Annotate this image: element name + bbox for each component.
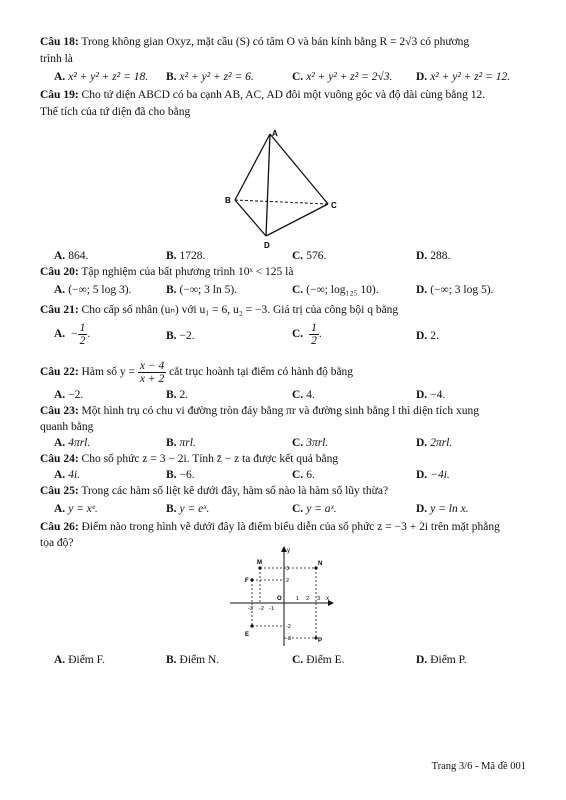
question-21-text: Cho cấp số nhân (uₙ) với u₁ = 6, u₂ = −3. Giá trị của công bội q bằng: [81, 304, 399, 316]
q21-option-c[interactable]: C. $\frac{1}{2}$ .: [292, 322, 322, 348]
vertex-a-label: A: [272, 129, 278, 138]
point-f-label: F: [245, 578, 249, 584]
q19-option-d[interactable]: D. 288.: [416, 250, 451, 262]
tick-y-3: 3: [286, 566, 290, 572]
q24-option-d[interactable]: D. −4i.: [416, 469, 450, 481]
q24-option-c[interactable]: C. 6.: [292, 469, 315, 481]
question-19-text-continued: Thể tích của tứ diện đã cho bằng: [40, 106, 191, 118]
tick-y-2: 2: [286, 578, 290, 584]
vertex-b-label: B: [225, 196, 231, 205]
tick-x-3: 3: [317, 596, 321, 602]
q18-option-b[interactable]: B. x² + y² + z² = 6.: [166, 71, 254, 83]
tick-x-neg-3: -3: [248, 606, 253, 612]
tetrahedron-figure: [220, 128, 350, 250]
question-23-label: Câu 23:: [40, 405, 79, 417]
question-20: [40, 266, 293, 278]
q20-option-c[interactable]: C. (−∞; log₁₂₅ 10).: [292, 284, 379, 296]
question-18-text-continued: trình là: [40, 53, 73, 65]
question-19-label: Câu 19:: [40, 89, 79, 101]
origin-label: O: [277, 596, 282, 602]
q18-option-d[interactable]: D. x² + y² + z² = 12.: [416, 71, 511, 83]
question-26-text-continued: tọa độ?: [40, 537, 74, 549]
question-23: [40, 405, 479, 417]
q25-option-b[interactable]: B. y = eˣ.: [166, 503, 210, 515]
point-p-label: P: [318, 638, 323, 644]
question-23-text: Một hình trụ có chu vi đường tròn đáy bằng πr và đường sinh bằng l thì diện tích xung: [81, 405, 479, 417]
q26-option-c[interactable]: C. Điểm E.: [292, 654, 345, 666]
coordinate-plane-figure: [226, 544, 336, 648]
q26-option-b[interactable]: B. Điểm N.: [166, 654, 220, 666]
q23-option-a[interactable]: A. 4πrl.: [54, 437, 91, 449]
q22-option-d[interactable]: D. −4.: [416, 389, 446, 401]
q25-option-a[interactable]: A. y = xᵉ.: [54, 503, 98, 515]
q20-option-a[interactable]: A. (−∞; 5 log 3).: [54, 284, 132, 296]
vertex-d-label: D: [264, 241, 270, 250]
q21-option-d[interactable]: D. 2.: [416, 330, 439, 342]
q19-option-b[interactable]: B. 1728.: [166, 250, 206, 262]
question-23-text-continued: quanh bằng: [40, 421, 94, 433]
question-21: [40, 302, 398, 316]
q21-option-b[interactable]: B. −2.: [166, 330, 195, 342]
q24-option-a[interactable]: A. 4i.: [54, 469, 81, 481]
q19-option-a[interactable]: A. 864.: [54, 250, 89, 262]
tick-x-1: 1: [296, 596, 300, 602]
question-22-label: Câu 22:: [40, 366, 79, 379]
q22-option-b[interactable]: B. 2.: [166, 389, 189, 401]
question-24-text: Cho số phức z = 3 − 2i. Tính z̄ − z ta được kết quả bằng: [81, 453, 339, 465]
function-fraction: $\frac{x - 4}{x + 2}$: [139, 360, 165, 386]
q24-option-b[interactable]: B. −6.: [166, 469, 195, 481]
question-25-label: Câu 25:: [40, 485, 79, 497]
q26-option-d[interactable]: D. Điểm P.: [416, 654, 467, 666]
question-19: [40, 89, 485, 101]
fraction: $\frac{1}{2}$: [311, 322, 317, 348]
q26-option-a[interactable]: A. Điểm F.: [54, 654, 105, 666]
q20-option-d[interactable]: D. (−∞; 3 log 5).: [416, 284, 494, 296]
tick-y-neg-2: -2: [286, 624, 291, 630]
q18-option-a[interactable]: A. x² + y² + z² = 18.: [54, 71, 149, 83]
question-18-text: Trong không gian Oxyz, mặt cầu (S) có tâm O và bán kính bằng R = 2√3 có phương: [81, 36, 470, 48]
point-n-label: N: [318, 561, 323, 567]
q22-option-c[interactable]: C. 4.: [292, 389, 315, 401]
q22-option-a[interactable]: A. −2.: [54, 389, 84, 401]
question-25: [40, 485, 388, 497]
q19-option-c[interactable]: C. 576.: [292, 250, 327, 262]
question-18: [40, 36, 469, 48]
point-e-label: E: [245, 632, 250, 638]
q20-option-b[interactable]: B. (−∞; 3 ln 5).: [166, 284, 238, 296]
vertex-c-label: C: [331, 201, 337, 210]
q25-option-d[interactable]: D. y = ln x.: [416, 503, 469, 515]
question-24-label: Câu 24:: [40, 453, 79, 465]
point-m-label: M: [257, 560, 262, 566]
question-21-label: Câu 21:: [40, 304, 79, 316]
tick-x-neg-2: -2: [259, 606, 264, 612]
question-18-label: Câu 18:: [40, 36, 79, 48]
question-26-label: Câu 26:: [40, 521, 79, 533]
question-22: [40, 360, 353, 385]
y-axis-label: y: [287, 548, 290, 554]
question-22-text-before: Hàm số y =: [81, 366, 135, 379]
tick-x-neg-1: -1: [269, 606, 274, 612]
q23-option-d[interactable]: D. 2πrl.: [416, 437, 453, 449]
tick-y-neg-3: -3: [286, 636, 291, 642]
q18-option-c[interactable]: C. x² + y² + z² = 2√3.: [292, 71, 393, 83]
question-20-label: Câu 20:: [40, 266, 79, 278]
question-25-text: Trong các hàm số liệt kê dưới đây, hàm số nào là hàm số lũy thừa?: [81, 485, 389, 497]
fraction: $\frac{1}{2}$: [79, 322, 86, 348]
q23-option-b[interactable]: B. πrl.: [166, 437, 196, 449]
question-24: [40, 453, 338, 465]
tick-x-2: 2: [306, 596, 310, 602]
q25-option-c[interactable]: C. y = aˣ.: [292, 503, 337, 515]
q21-option-a[interactable]: A. − $\frac{1}{2}$ .: [54, 322, 91, 348]
question-22-text-after: cắt trục hoành tại điểm có hành độ bằng: [169, 366, 354, 379]
question-20-text: Tập nghiệm của bất phương trình 10ˣ < 125 là: [81, 266, 294, 278]
question-19-text: Cho tứ diện ABCD có ba cạnh AB, AC, AD đôi một vuông góc và độ dài cùng bằng 12.: [81, 89, 486, 101]
q23-option-c[interactable]: C. 3πrl.: [292, 437, 329, 449]
x-axis-label: x: [326, 596, 329, 602]
page-footer: Trang 3/6 - Mã đề 001: [431, 761, 526, 772]
question-26: [40, 521, 500, 533]
question-26-text: Điểm nào trong hình vẽ dưới đây là điểm biểu diễn của số phức z = −3 + 2i trên mặt phẳng: [81, 521, 500, 533]
